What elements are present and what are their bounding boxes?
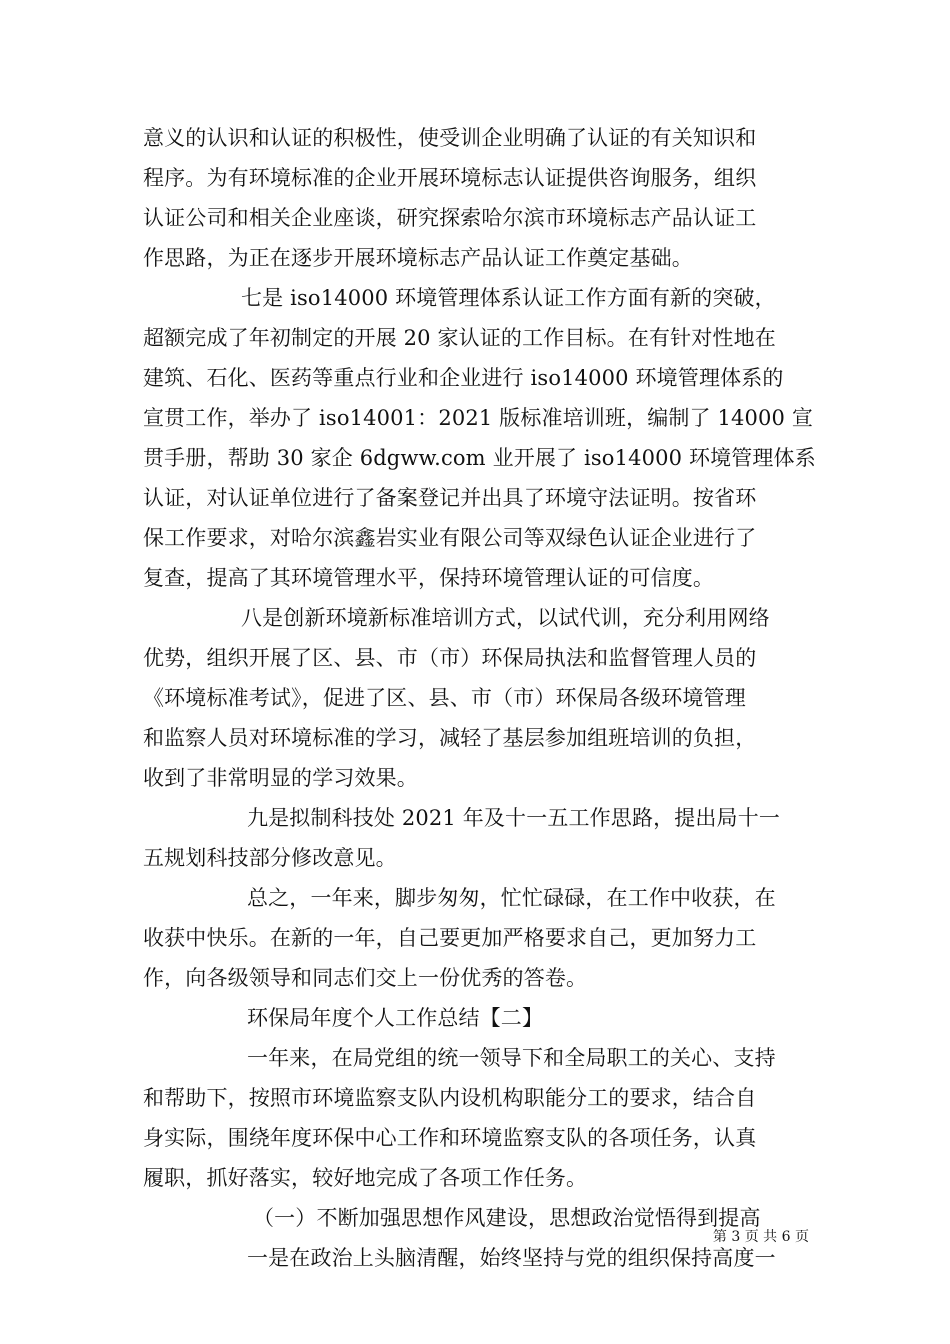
text-line: 宣贯工作，举办了 iso14001：2021 版标准培训班，编制了 14000 宣 (143, 406, 814, 430)
text-line: 一是在政治上头脑清醒，始终坚持与党的组织保持高度一 (247, 1246, 776, 1270)
text-line: 优势，组织开展了区、县、市（市）环保局执法和监督管理人员的 (143, 646, 757, 670)
text-line: 一年来，在局党组的统一领导下和全局职工的关心、支持 (247, 1046, 776, 1070)
text-line: 作，向各级领导和同志们交上一份优秀的答卷。 (143, 966, 588, 990)
paragraph-certification-intro (143, 118, 811, 278)
text-line: 复查，提高了其环境管理水平，保持环境管理认证的可信度。 (143, 566, 715, 590)
text-line: 收到了非常明显的学习效果。 (143, 766, 418, 790)
text-line: 《环境标准考试》，促进了区、县、市（市）环保局各级环境管理 (143, 686, 746, 710)
paragraph-item-nine (143, 798, 811, 878)
text-line: 意义的认识和认证的积极性，使受训企业明确了认证的有关知识和 (143, 126, 757, 150)
text-line: 程序。为有环境标准的企业开展环境标志认证提供咨询服务，组织 (143, 166, 757, 190)
section-title: 环保局年度个人工作总结【二】 (247, 1006, 544, 1030)
page-footer (0, 1226, 950, 1246)
text-line: 贯手册，帮助 30 家企 6dgww.com 业开展了 iso14000 环境管理体系 (143, 446, 816, 470)
text-line: 身实际，围绕年度环保中心工作和环境监察支队的各项任务，认真 (143, 1126, 757, 1150)
subsection-title: （一）不断加强思想作风建设，思想政治觉悟得到提高 (253, 1206, 761, 1230)
text-line: 收获中快乐。在新的一年，自己要更加严格要求自己，更加努力工 (143, 926, 757, 950)
paragraph-item-seven (143, 278, 816, 598)
document-body (143, 118, 816, 1278)
text-line: 保工作要求，对哈尔滨鑫岩实业有限公司等双绿色认证企业进行了 (143, 526, 757, 550)
text-line: 七是 iso14000 环境管理体系认证工作方面有新的突破， (241, 286, 776, 310)
section-heading (143, 998, 811, 1038)
text-line: 和监察人员对环境标准的学习，减轻了基层参加组班培训的负担， (143, 726, 757, 750)
paragraph-section-two-intro (143, 1038, 811, 1198)
paragraph-summary (143, 878, 811, 998)
text-line: 作思路，为正在逐步开展环境标志产品认证工作奠定基础。 (143, 246, 693, 270)
page-number: 第 3 页 共 6 页 (712, 1229, 809, 1245)
text-line: 认证公司和相关企业座谈，研究探索哈尔滨市环境标志产品认证工 (143, 206, 757, 230)
text-line: 九是拟制科技处 2021 年及十一五工作思路，提出局十一 (247, 806, 780, 830)
text-line: 和帮助下，按照市环境监察支队内设机构职能分工的要求，结合自 (143, 1086, 757, 1110)
text-line: 超额完成了年初制定的开展 20 家认证的工作目标。在有针对性地在 (143, 326, 776, 350)
text-line: 履职，抓好落实，较好地完成了各项工作任务。 (143, 1166, 588, 1190)
text-line: 建筑、石化、医药等重点行业和企业进行 iso14000 环境管理体系的 (143, 366, 784, 390)
text-line: 八是创新环境新标准培训方式，以试代训，充分利用网络 (241, 606, 770, 630)
text-line: 五规划科技部分修改意见。 (143, 846, 397, 870)
paragraph-item-eight (143, 598, 811, 798)
text-line: 总之，一年来，脚步匆匆，忙忙碌碌，在工作中收获，在 (247, 886, 776, 910)
text-line: 认证，对认证单位进行了备案登记并出具了环境守法证明。按省环 (143, 486, 757, 510)
